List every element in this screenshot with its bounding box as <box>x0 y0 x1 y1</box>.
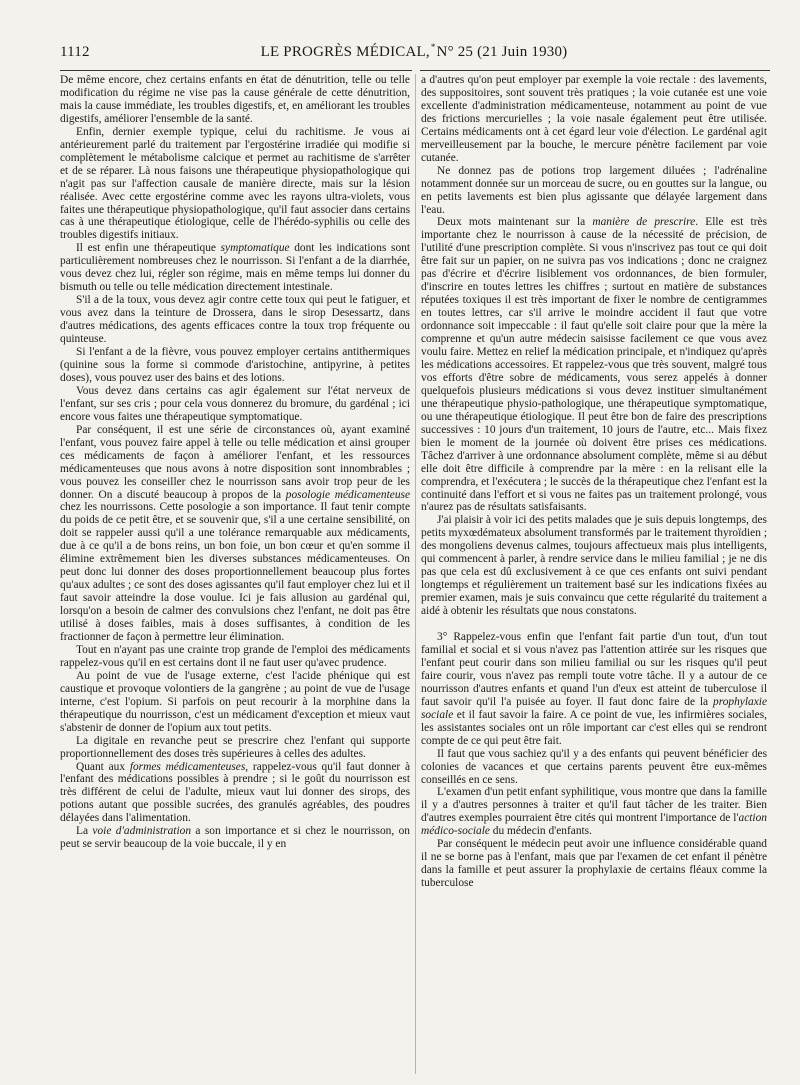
paragraph: Ne donnez pas de potions trop largement diluées ; l'adrénaline notamment donnée sur un morceau de sucre, ou en gouttes sur la langue, ou en petits lavements est bien plus agissante que délayée largement dans l'eau. <box>421 164 767 216</box>
paragraph: La digitale en revanche peut se prescrire chez l'enfant qui supporte proportionnellement des doses très supérieures à celles des adultes. <box>60 734 410 760</box>
header-rule-left <box>60 70 412 71</box>
italic-term: formes médicamenteuses <box>129 760 246 773</box>
paragraph: S'il a de la toux, vous devez agir contre cette toux qui peut le fatiguer, et vous avez dans la teinture de Drossera, dans le sirop Desessartz, dans d'autres médications, des agents efficaces contre la toux trop fréquente ou quinteuse. <box>60 294 410 346</box>
paragraph <box>60 825 410 851</box>
text-run: dont les indications sont particulièrement nombreuses chez le nourrisson. Si l'enfant a de la diarrhée, vous devez chez lui, régler son régime, mais en même temps lui donner du bismuth ou telle ou telle médication directement intestinale. <box>60 242 410 294</box>
right-column <box>421 74 767 890</box>
text-run: Il est enfin une thérapeutique <box>76 242 221 255</box>
paragraph <box>421 786 767 838</box>
paragraph: Au point de vue de l'usage externe, c'est l'acide phénique qui est caustique et provoque volontiers de la gangrène ; au point de vue de l'usage interne, c'est l'opium. Si parfois on peut recourir à la morphine dans la thérapeutique du nourrisson, c'est un médicament d'exception et mieux vaut s'abstenir de donner de l'opium aux tout petits. <box>60 669 410 734</box>
text-run: , rappelez-vous qu'il faut donner à l'enfant des médications possibles à prendre ; si le goût du nourrisson est très différent de celui de l'adulte, mieux vaut lui donner des sirops, des potions autant que possible sucrées, des granulés agréables, des poudres délayées dans l'alimentation. <box>60 760 411 825</box>
italic-term: symptomatique <box>220 242 290 255</box>
paragraph: a d'autres qu'on peut employer par exemple la voie rectale : des lavements, des suppositoires, sont souvent très pratiques ; la voie cutanée est une voie excellente d'administration médicamenteuse, notamment au point de vue des frictions mercurielles ; la voie nasale également peut être utilisée. Certains médicaments ont à cet égard leur voie d'élection. Le gardénal agit merveilleusement par la bouche, le mercure pénètre facilement par voie cutanée. <box>421 74 767 164</box>
text-run: a son importance et si chez le nourrisson, on peut se servir beaucoup de la voie buccale, il y en <box>60 825 410 851</box>
journal-title <box>60 44 768 61</box>
text-run: et il faut savoir la faire. A ce point de vue, les infirmières sociales, les assistantes sociales ont un rôle important car c'est elles qui se rendront compte de ce qui peut être fait. <box>421 708 767 747</box>
paragraph <box>60 761 410 826</box>
italic-term: posologie médicamenteuse <box>285 488 410 501</box>
paragraph: Vous devez dans certains cas agir également sur l'état nerveux de l'enfant, sur ses cris ; pour cela vous donnerez du bromure, du gardénal ; ici encore vous faites une thérapeutique symptomatique. <box>60 384 410 423</box>
paragraph: Par conséquent le médecin peut avoir une influence considérable quand il ne se borne pas à l'enfant, mais que par l'examen de cet enfant il pénètre dans la famille et peut assurer la prophylaxie de certains fléaux comme la tuberculose <box>421 838 767 890</box>
paragraph <box>60 424 410 644</box>
page-number: 1112 <box>60 44 90 60</box>
text-run: Par conséquent, il est une série de circonstances où, ayant examiné l'enfant, vous pouvez faire appel à telle ou telle médication et ainsi grouper ces médicaments de façon à améliorer l'enfant, et les ressources médicamenteuses que nous avons à notre disposition sont innombrables ; vous pouvez les conseiller chez le nourrisson sans avoir trop peur de les donner. On a discuté beaucoup à propos de la <box>60 423 410 501</box>
text-run: du médecin d'enfants. <box>489 825 592 838</box>
text-run: 3° Rappelez-vous enfin que l'enfant fait partie d'un tout, d'un tout familial et social et si vous n'avez pas l'attention attirée sur les risques que l'enfant peut courir dans son milieu familial ou sur les risques qu'il peut faire courir, vous n'avez pas rempli toute votre tâche. Il y a autour de ce nourrisson d'autres enfants et quand l'un d'eux est atteint de tuberculose il faut savoir qu'il l'a puisée au foyer. Il faut donc faire de la <box>421 631 767 708</box>
italic-term: action médico-sociale <box>421 812 767 838</box>
column-divider <box>415 74 416 1074</box>
left-column <box>60 74 410 851</box>
header-rule-right <box>420 70 770 71</box>
issue-info: N° 25 (21 Juin 1930) <box>436 44 568 60</box>
text-run: Quant aux <box>76 760 130 773</box>
text-run: La <box>76 825 93 838</box>
star-mark: * <box>430 42 436 52</box>
paragraph <box>421 631 767 748</box>
text-run: L'examen d'un petit enfant syphilitique, vous montre que dans la famille il y a d'autres personnes à traiter et qu'il faut tâcher de les traiter. Bien d'autres exemples pourraient être cités qui montrent l'importance de l' <box>421 786 767 825</box>
paragraph: Si l'enfant a de la fièvre, vous pouvez employer certains antithermiques (quinine sous la forme si commode d'aristochine, antipyrine, à petites doses), vous pouvez user des bains et des lotions. <box>60 346 410 384</box>
italic-term: manière de prescrire <box>592 216 696 229</box>
paragraph: Enfin, dernier exemple typique, celui du rachitisme. Je vous ai antérieurement parlé du traitement par l'ergostérine irradiée qui modifie si complètement le métabolisme calcique et permet au rachitisme de s'arrêter et de se réparer. Là nous faisons une thérapeutique physiopathologique qui n'agit pas sur l'affection causale de manière directe, mais sur la lésion réalisée. Avec cette ergostérine comme avec les rayons ultra-violets, vous faites une thérapeutique physiopathologique, qu'il faut associer dans certains cas à une thérapeutique étiologique, celle de l'hérédo-syphilis ou celle des troubles digestifs initiaux. <box>60 125 410 242</box>
paragraph <box>421 216 767 514</box>
paragraph: Il faut que vous sachiez qu'il y a des enfants qui peuvent bénéficier des colonies de vacances et que certains parents peuvent être eux-mêmes conseillés en ce sens. <box>421 747 767 786</box>
paragraph <box>60 242 410 294</box>
text-run: . Elle est très importante chez le nourrisson à cause de la nécessité de précision, de l'utilité d'une prescription complète. Si vous n'inscrivez pas tout ce qui doit être fait sur un papier, on ne suivra pas vos indications ; donc ne craignez pas d'écrire et d'écrire lisiblement vos ordonnances, de bien formuler, d'inscrire en toutes lettres les chiffres ; surtout en matière de substances réputées toxiques il est très important de fixer le nombre de centigrammes en toutes lettres, car s'il arrive le moindre accident il faut que votre ordonnance soit impeccable : il faut qu'elle soit claire pour que la mère la comprenne et qu'un autre médecin saisisse facilement ce que vous avez voulu faire. Mettez en relief la médication principale, et n'indiquez qu'après les médications accessoires. Et rappelez-vous que très souvent, malgré tous vos efforts d'être sobre de médicaments, vous serez appelés à donner quelquefois plusieurs médications si vous devez instituer simultanément une thérapeutique physio-pathologique, une thérapeutique symptomatique, ou une thérapeutique étiologique. Il peut être bon de faire des prescriptions successives : 10 jours d'un traitement, 10 jours de l'autre, etc... Mais fixez bien le moment de la journée où doivent être prises ces médications. Tâchez d'arriver à une ordonnance absolument complète, même si au début elle doit être difficile à comprendre par la mère : en la relisant elle la comprendra, et l'exécutera ; le succès de la thérapeutique chez l'enfant est la continuité dans l'effort et si vous ne faites pas un traitement prolongé, vous n'aurez pas de résultats satisfaisants. <box>421 216 768 514</box>
text-run: chez les nourrissons. Cette posologie a son importance. Il faut tenir compte du poids de ce petit être, et se souvenir que, s'il a une certaine sensibilité, on doit se rappeler aussi qu'il a une tolérance remarquable aux médicaments, due à ce qu'il a de bons reins, un bon foie, un bon cœur et qu'en somme il élimine extrêmement bien les diverses substances médicamenteuses. On peut donc lui donner des doses proportionnellement beaucoup plus fortes qu'aux adultes ; ce sont des doses agissantes qu'il faut employer chez lui et il faut savoir atteindre la dose voulue. Ici je fais allusion au gardénal qui, lorsqu'on a besoin de calmer des convulsions chez l'enfant, ne doit pas être utilisé à doses faibles, mais à doses suffisantes, à condition de les fractionner de façon à permettre leur élimination. <box>60 501 410 643</box>
italic-term: voie d'administration <box>92 825 192 838</box>
paragraph: J'ai plaisir à voir ici des petits malades que je suis depuis longtemps, des petits myxœdémateux absolument transformés par le traitement thyroïdien ; des mongoliens devenus calmes, toujours affectueux mais plus intelligents, qui commencent à parler, à rendre service dans le milieu familial ; je ne dis pas que cela est dû exclusivement à ce que ces enfants ont suivi pendant longtemps et régulièrement un traitement basé sur les indications fixées au premier examen, mais je suis convaincu que cette régularité du traitement a aidé à obtenir les résultats que nous constatons. <box>421 514 767 618</box>
journal-name: LE PROGRÈS MÉDICAL, <box>260 44 430 60</box>
paragraph: De même encore, chez certains enfants en état de dénutrition, telle ou telle modification du régime ne vise pas la cause générale de cette dénutrition, mais la cause immédiate, les troubles digestifs, et, en améliorant les troubles digestifs, améliorer l'ensemble de la santé. <box>60 74 410 125</box>
italic-term: prophylaxie sociale <box>421 695 767 721</box>
paragraph: Tout en n'ayant pas une crainte trop grande de l'emploi des médicaments rappelez-vous qu'il en est certains dont il ne faut user qu'avec prudence. <box>60 643 410 669</box>
running-header <box>60 44 768 66</box>
text-run: Deux mots maintenant sur la <box>437 216 593 229</box>
